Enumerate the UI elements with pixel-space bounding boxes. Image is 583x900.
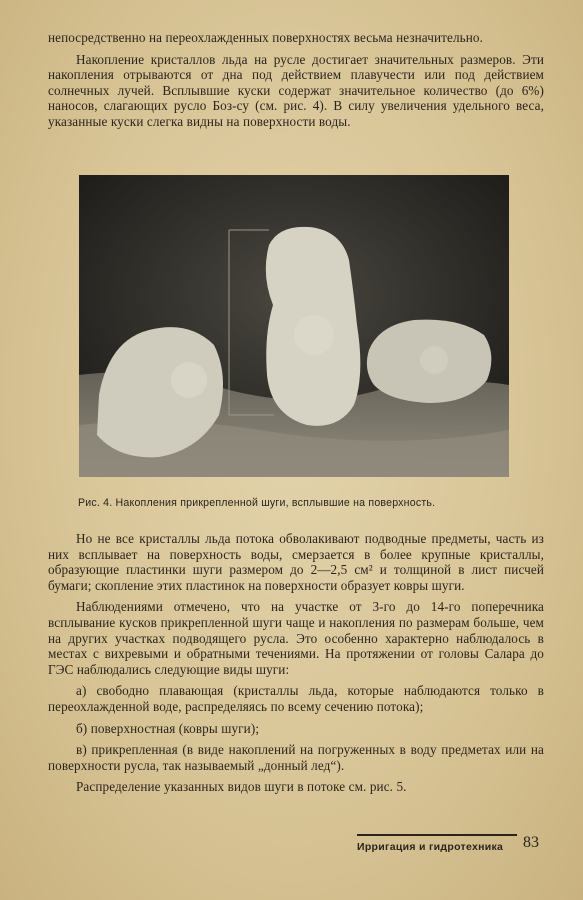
paragraph-ice-accumulation: Накопление кристаллов льда на русле достигает значительных размеров. Эти накопления отрываются от дна под действием плавучести или под действием солнечных лучей. Всплывшие куски содержат значительное количество (до 6%) наносов, слагающих русло Боз-су (см. рис. 4). В силу увеличения удельного веса, указанные куски слегка видны на поверхности воды. (48, 51, 544, 129)
list-item-a: а) свободно плавающая (кристаллы льда, которые наблюдаются только в переохлажденной воде, распределяясь по всему сечению потока); (48, 683, 544, 714)
paragraph-distribution: Распределение указанных видов шуги в потоке см. рис. 5. (76, 779, 407, 795)
figure-photo (79, 175, 509, 477)
figure-caption: Рис. 4. Накопления прикрепленной шуги, всплывшие на поверхность. (78, 497, 436, 509)
paragraph-continuation: непосредственно на переохлажденных поверхностях весьма незначительно. (48, 30, 483, 45)
paragraph-crystals-surface: Но не все кристаллы льда потока обволакивают подводные предметы, часть из них всплывает на поверхность воды, смерзается в более крупные кристаллы, образующие пластинки шуги размером до 2—2,5 см² и толщиной в лист писчей бумаги; скопление этих пластинок на поверхности образует ковры шуги. (48, 531, 544, 593)
journal-title: Ирригация и гидротехника (357, 841, 504, 853)
footer-rule (357, 834, 517, 836)
list-item-b: б) поверхностная (ковры шуги); (76, 720, 260, 736)
paragraph-observations: Наблюдениями отмечено, что на участке от 3-го до 14-го поперечника всплывание кусков прикрепленной шуги чаще и накопления по размерам больше, чем на других участках подводящего русла. Это особенно характерно наблюдалось в местах с вихревыми и обратными течениями. На протяжении от головы Салара до ГЭС наблюдались следующие виды шуги: (48, 599, 544, 677)
text-top (48, 30, 544, 130)
page-footer (355, 832, 545, 856)
text-bottom (48, 531, 544, 795)
list-item-c: в) прикрепленная (в виде накоплений на погруженных в воду предметах или на поверхности русла, так называемый „донный лед“). (48, 742, 544, 773)
photo-ice-chunks (79, 175, 509, 477)
page-number: 83 (523, 834, 539, 851)
